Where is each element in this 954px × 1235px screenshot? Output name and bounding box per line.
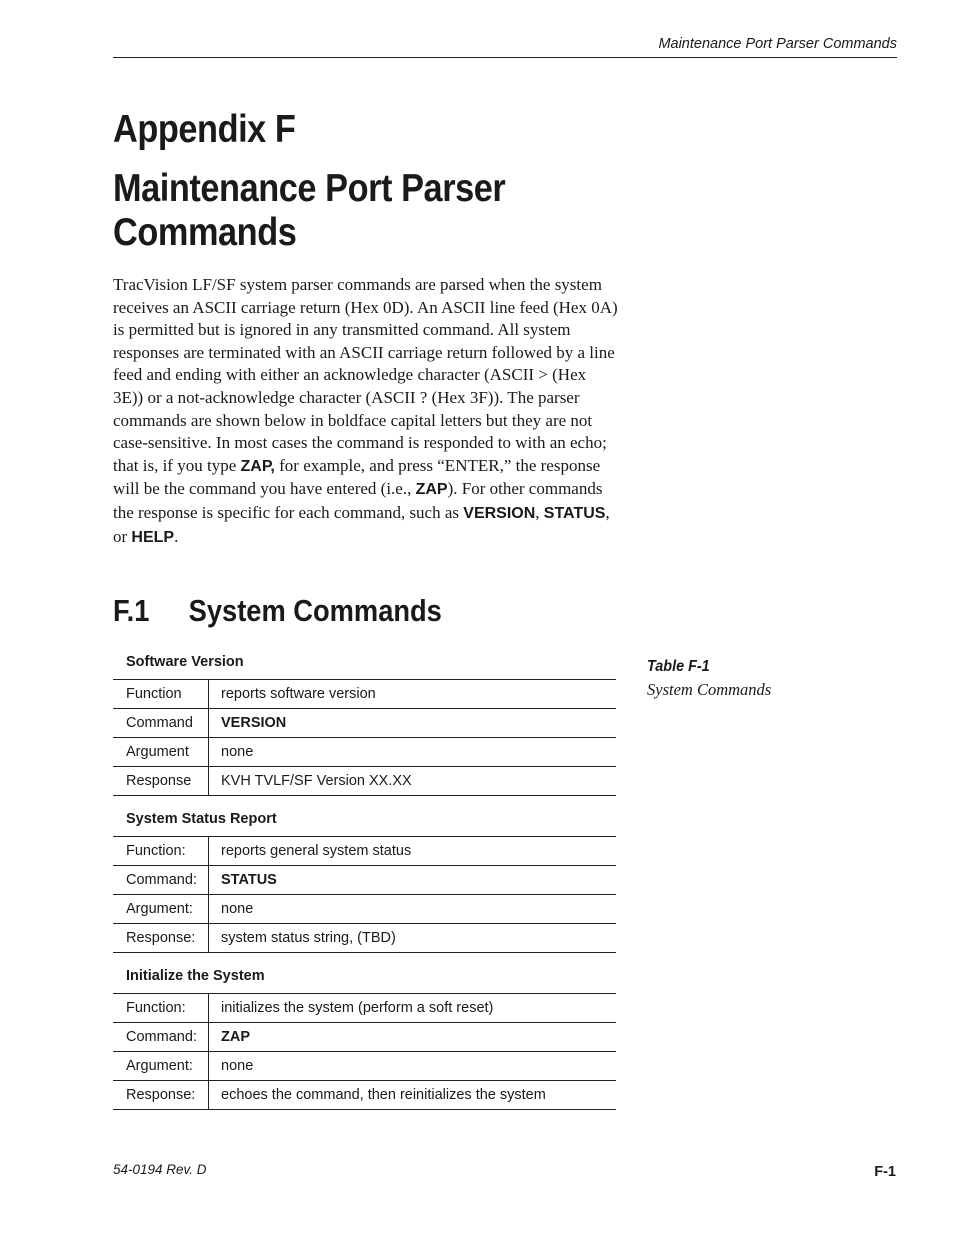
table-row: [113, 1051, 616, 1080]
table-caption: Software Version: [126, 654, 244, 670]
software-version-table: [113, 653, 616, 796]
intro-text: for example, and press “ENTER,” the response will be the command you have entered (i.e.,: [113, 455, 601, 499]
command-keyword: ZAP,: [240, 457, 275, 475]
intro-text: .: [174, 526, 179, 546]
row-value: none: [221, 901, 254, 917]
row-key: Command: [113, 709, 209, 737]
table-caption: Initialize the System: [126, 968, 265, 984]
row-key: Command:: [113, 866, 209, 894]
row-key: Function: [113, 680, 209, 708]
row-key: Response:: [113, 924, 209, 952]
command-keyword: VERSION: [463, 504, 536, 522]
row-value: VERSION: [221, 715, 287, 731]
row-key: Response:: [113, 1081, 209, 1109]
table-row: [113, 679, 616, 708]
document-number: 54-0194 Rev. D: [113, 1162, 207, 1177]
section-title: System Commands: [188, 593, 442, 628]
row-key: Function:: [113, 994, 209, 1022]
table-row: [113, 766, 616, 796]
row-key: Function:: [113, 837, 209, 865]
running-head: Maintenance Port Parser Commands: [113, 36, 897, 58]
chapter-title: [113, 167, 505, 255]
intro-text: ). For other commands the response is specific for each command, such as: [113, 479, 603, 522]
row-value: initializes the system (perform a soft reset): [221, 1000, 494, 1016]
section-heading: [113, 592, 442, 630]
intro-text: ,: [535, 502, 544, 522]
row-value: echoes the command, then reinitializes the system: [221, 1087, 546, 1103]
system-status-table: [113, 810, 616, 953]
table-side-caption: [647, 656, 771, 702]
intro-text: , or: [113, 502, 610, 546]
row-value: KVH TVLF/SF Version XX.XX: [221, 773, 412, 789]
table-row: [113, 836, 616, 865]
initialize-system-table: [113, 967, 616, 1110]
table-row: [113, 993, 616, 1022]
row-value: STATUS: [221, 872, 277, 888]
table-row: [113, 1080, 616, 1110]
section-number: F.1: [113, 593, 150, 628]
row-key: Argument:: [113, 895, 209, 923]
row-value: none: [221, 1058, 254, 1074]
row-value: ZAP: [221, 1029, 250, 1045]
command-keyword: ZAP: [415, 481, 448, 499]
appendix-title: Appendix F: [113, 108, 296, 151]
command-keyword: HELP: [131, 528, 175, 546]
row-value: system status string, (TBD): [221, 930, 396, 946]
row-value: reports general system status: [221, 843, 412, 859]
row-value: reports software version: [221, 686, 376, 702]
row-key: Argument:: [113, 1052, 209, 1080]
row-key: Response: [113, 767, 209, 795]
row-value: none: [221, 744, 254, 760]
table-row: [113, 708, 616, 737]
table-row: [113, 894, 616, 923]
command-keyword: STATUS: [543, 504, 606, 522]
row-key: Argument: [113, 738, 209, 766]
intro-text: TracVision LF/SF system parser commands are parsed when the system receives an ASCII carriage return (Hex 0D). An ASCII line feed (Hex 0A) is permitted but is ignored in any transmitted command. All system responses are terminated with an ASCII carriage return followed by a line feed and ending with either an acknowledge character (ASCII > (Hex 3E)) or a not-acknowledge character (ASCII ? (Hex 3F)). The parser commands are shown below in boldface capital letters but they are not case-sensitive. In most cases the command is responded to with an echo; that is, if you type: [113, 275, 618, 475]
table-caption: System Status Report: [126, 811, 277, 827]
chapter-title-line-2: Commands: [113, 211, 297, 254]
table-row: [113, 865, 616, 894]
table-row: [113, 737, 616, 766]
row-key: Command:: [113, 1023, 209, 1051]
table-label: Table F-1: [647, 658, 710, 675]
table-row: [113, 1022, 616, 1051]
chapter-title-line-1: Maintenance Port Parser: [113, 167, 506, 210]
table-row: [113, 923, 616, 953]
intro-paragraph: [113, 274, 618, 549]
table-description: System Commands: [647, 680, 772, 699]
page-number: F-1: [874, 1164, 896, 1180]
